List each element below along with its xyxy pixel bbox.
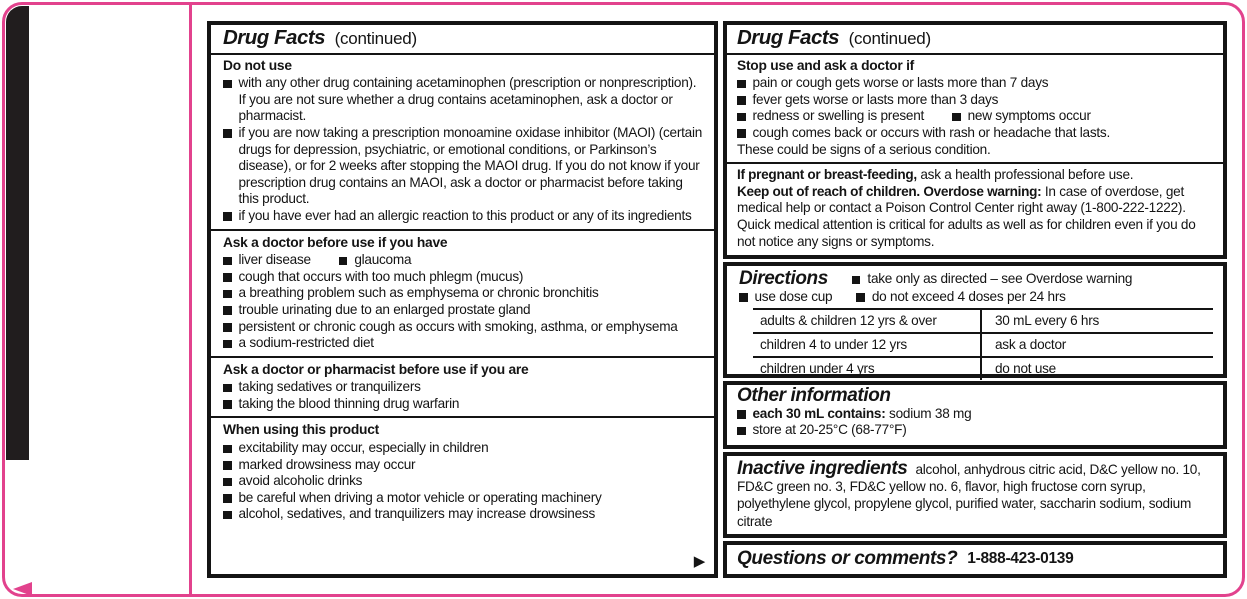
bullet-item xyxy=(737,92,998,109)
warning-sections xyxy=(223,58,703,523)
bullet-text: with any other drug containing acetaminophen (prescription or nonprescription). If you are not sure whether a drug contains acetaminophen, ask a doctor or pharmacist. xyxy=(238,75,697,124)
bullet-line xyxy=(223,457,703,474)
fold-divider-line xyxy=(189,5,192,594)
bullet-square-icon xyxy=(223,511,232,520)
warning-paragraph: Keep out of reach of children. Overdose warning: In case of overdose, get medical help or contact a Poison Control Center right away (1-800-222-1222). Quick medical attention is critical for adults as well as for children even if you do not notice any signs or symptoms. xyxy=(737,183,1196,249)
bullet-bold-lead: each 30 mL contains: xyxy=(752,405,886,421)
bullet-square-icon xyxy=(223,494,232,503)
bullet-text: trouble urinating due to an enlarged prostate gland xyxy=(238,301,531,317)
bullet-item xyxy=(856,289,1065,306)
questions-title: Questions or comments? xyxy=(737,548,958,570)
other-information-box xyxy=(723,381,1227,449)
stop-use-heading: Stop use and ask a doctor if xyxy=(737,57,914,73)
bullet-text: redness or swelling is present xyxy=(752,108,925,124)
bullet-square-icon xyxy=(223,461,232,470)
bullet-line xyxy=(737,125,1213,142)
questions-phone-number: 1-888-423-0139 xyxy=(967,550,1074,568)
bullet-line xyxy=(223,75,703,125)
other-information-lines xyxy=(737,406,1213,439)
bullet-item xyxy=(223,473,362,490)
bullet-text: new symptoms occur xyxy=(967,108,1091,124)
bullet-square-icon xyxy=(223,290,232,299)
bullet-text: a breathing problem such as emphysema or chronic bronchitis xyxy=(238,285,599,301)
stop-use-lines xyxy=(737,75,1213,158)
bullet-item xyxy=(852,271,1132,288)
bullet-square-icon xyxy=(856,293,865,302)
bullet-text: taking sedatives or tranquilizers xyxy=(238,379,421,395)
section-heading: Ask a doctor before use if you have xyxy=(223,234,448,250)
bullet-item xyxy=(223,269,523,286)
panel-header xyxy=(727,28,1223,55)
drug-facts-left-panel xyxy=(207,21,718,578)
continuation-arrow-icon: ▶ xyxy=(693,553,705,570)
bullet-text: taking the blood thinning drug warfarin xyxy=(238,395,460,411)
bullet-line xyxy=(223,396,703,413)
bullet-square-icon xyxy=(737,96,746,105)
bullet-item xyxy=(223,302,530,319)
bullet-square-icon xyxy=(223,257,232,266)
bullet-text: each 30 mL contains: sodium 38 mg xyxy=(752,405,972,421)
panel-header xyxy=(211,28,714,55)
bullet-square-icon xyxy=(737,113,746,122)
bullet-square-icon xyxy=(737,129,746,138)
bullet-line xyxy=(223,319,703,336)
directions-bullets-2 xyxy=(739,289,1213,306)
pregnancy-overdose-warnings xyxy=(737,167,1213,250)
bullet-square-icon xyxy=(223,212,232,221)
drug-facts-continued: (continued) xyxy=(848,29,931,48)
package-spine-bar xyxy=(6,6,29,460)
bullet-square-icon xyxy=(737,427,746,436)
bullet-line xyxy=(223,379,703,396)
bullet-item xyxy=(223,125,703,208)
bullet-item xyxy=(223,208,692,225)
dose-table-population-cell: children under 4 yrs xyxy=(753,357,981,380)
bullet-line xyxy=(223,269,703,286)
bullet-line xyxy=(223,252,703,269)
bullet-item xyxy=(223,319,678,336)
section-heading: When using this product xyxy=(223,422,379,438)
bullet-line xyxy=(223,302,703,319)
bullet-square-icon xyxy=(223,273,232,282)
bullet-item xyxy=(737,406,971,423)
bullet-text: pain or cough gets worse or lasts more than 7 days xyxy=(752,75,1049,91)
dose-table-population-cell: children 4 to under 12 yrs xyxy=(753,333,981,357)
drug-facts-continued: (continued) xyxy=(334,29,417,48)
section-divider xyxy=(211,356,714,358)
bullet-square-icon xyxy=(223,323,232,332)
bullet-square-icon xyxy=(739,293,748,302)
bullet-line xyxy=(223,335,703,352)
bullet-item xyxy=(339,252,411,269)
bullet-square-icon xyxy=(223,384,232,393)
bullet-item xyxy=(952,108,1091,125)
warning-bold-lead: If pregnant or breast-feeding, xyxy=(737,167,917,183)
bullet-square-icon xyxy=(223,340,232,349)
warning-section xyxy=(223,362,703,413)
dose-table-dose-cell: ask a doctor xyxy=(981,333,1213,357)
bullet-square-icon xyxy=(223,400,232,409)
bullet-item xyxy=(223,440,488,457)
section-divider xyxy=(211,416,714,418)
dose-table-row xyxy=(753,333,1213,357)
bullet-item xyxy=(223,457,415,474)
bullet-item xyxy=(739,289,832,306)
note-text: These could be signs of a serious condition. xyxy=(737,141,991,157)
section-heading: Ask a doctor or pharmacist before use if you are xyxy=(223,361,529,377)
dose-table-dose-cell: 30 mL every 6 hrs xyxy=(981,309,1213,333)
bullet-item xyxy=(223,396,459,413)
bullet-line xyxy=(223,490,703,507)
bullet-line xyxy=(223,208,703,225)
bullet-text: fever gets worse or lasts more than 3 days xyxy=(752,91,999,107)
bullet-text: be careful when driving a motor vehicle or operating machinery xyxy=(238,489,602,505)
drug-facts-title: Drug Facts xyxy=(737,26,840,49)
bullet-line xyxy=(737,108,1213,125)
bullet-item xyxy=(737,75,1048,92)
bullet-line xyxy=(223,506,703,523)
directions-bullets-1 xyxy=(852,271,1132,288)
bullet-item xyxy=(223,335,374,352)
bullet-text: take only as directed – see Overdose warning xyxy=(867,271,1133,286)
bullet-line xyxy=(737,406,1213,423)
warning-paragraph: If pregnant or breast-feeding, ask a health professional before use. xyxy=(737,167,1134,183)
bullet-item xyxy=(223,506,595,523)
diecut-arrow-icon xyxy=(13,582,32,596)
bullet-square-icon xyxy=(223,80,232,89)
drug-facts-right-panel xyxy=(723,21,1227,259)
dose-table-population-cell: adults & children 12 yrs & over xyxy=(753,309,981,333)
dose-table xyxy=(753,308,1213,380)
bullet-square-icon xyxy=(223,478,232,487)
questions-box xyxy=(723,541,1227,578)
bullet-text: cough comes back or occurs with rash or headache that lasts. xyxy=(752,124,1111,140)
bullet-item xyxy=(223,252,311,269)
warning-section xyxy=(223,58,703,225)
bullet-square-icon xyxy=(223,445,232,454)
bullet-item xyxy=(223,490,602,507)
bullet-item xyxy=(223,285,599,302)
bullet-square-icon xyxy=(223,129,232,138)
bullet-text: store at 20-25°C (68-77°F) xyxy=(752,422,907,438)
bullet-square-icon xyxy=(852,276,861,285)
dose-table-dose-cell: do not use xyxy=(981,357,1213,380)
bullet-square-icon xyxy=(223,306,232,315)
bullet-line xyxy=(737,422,1213,439)
drug-facts-title: Drug Facts xyxy=(223,26,326,49)
bullet-square-icon xyxy=(737,80,746,89)
bullet-text: if you are now taking a prescription monoamine oxidase inhibitor (MAOI) (certain drugs for depression, psychiatric, or emotional conditions, or Parkinson’s disease), or for 2 weeks after stopping the MAOI drug. If you do not know if your prescription drug contains an MAOI, ask a doctor or pharmacist before taking this product. xyxy=(238,124,703,207)
directions-box xyxy=(723,262,1227,378)
inactive-ingredients-text: alcohol, anhydrous citric acid, D&C yellow no. 10, FD&C green no. 3, FD&C yellow no. 6, flavor, high fructose corn syrup, polyethylene glycol, propylene glycol, purified water, saccharin sodium, sodium citrate xyxy=(737,462,1201,529)
section-heading: Do not use xyxy=(223,57,292,73)
inactive-ingredients-box xyxy=(723,452,1227,538)
inactive-ingredients-title: Inactive ingredients xyxy=(737,458,908,479)
bullet-text: avoid alcoholic drinks xyxy=(238,473,363,489)
bullet-text: glaucoma xyxy=(354,252,412,268)
dose-table-row xyxy=(753,357,1213,380)
bullet-line xyxy=(737,92,1213,109)
bullet-item xyxy=(223,379,421,396)
bullet-line xyxy=(223,125,703,208)
bullet-item xyxy=(737,422,906,439)
warning-section xyxy=(223,235,703,352)
bullet-text: a sodium-restricted diet xyxy=(238,335,374,351)
bullet-line xyxy=(223,285,703,302)
bullet-line xyxy=(737,75,1213,92)
bullet-text: persistent or chronic cough as occurs with smoking, asthma, or emphysema xyxy=(238,318,678,334)
inactive-ingredients-paragraph xyxy=(737,460,1213,530)
bullet-text: excitability may occur, especially in children xyxy=(238,440,489,456)
bullet-text: use dose cup xyxy=(754,288,833,304)
bullet-square-icon xyxy=(737,410,746,419)
bullet-line xyxy=(223,440,703,457)
warning-section xyxy=(223,422,703,523)
warning-bold-lead: Keep out of reach of children. Overdose warning: xyxy=(737,183,1042,199)
directions-title: Directions xyxy=(739,268,828,289)
bullet-line xyxy=(223,473,703,490)
directions-header-line xyxy=(739,270,1213,288)
bullet-text: if you have ever had an allergic reaction to this product or any of its ingredients xyxy=(238,207,692,223)
bullet-text: marked drowsiness may occur xyxy=(238,456,416,472)
bullet-square-icon xyxy=(339,257,348,266)
bullet-item xyxy=(737,125,1110,142)
bullet-text: do not exceed 4 doses per 24 hrs xyxy=(871,288,1066,304)
bullet-text: liver disease xyxy=(238,252,311,268)
section-divider xyxy=(727,162,1223,164)
bullet-item xyxy=(737,108,924,125)
other-information-title: Other information xyxy=(737,385,891,406)
bullet-square-icon xyxy=(952,113,961,122)
bullet-item xyxy=(223,75,703,125)
section-divider xyxy=(211,229,714,231)
bullet-text: alcohol, sedatives, and tranquilizers may increase drowsiness xyxy=(238,506,595,522)
bullet-text: cough that occurs with too much phlegm (mucus) xyxy=(238,268,524,284)
dose-table-row xyxy=(753,309,1213,333)
